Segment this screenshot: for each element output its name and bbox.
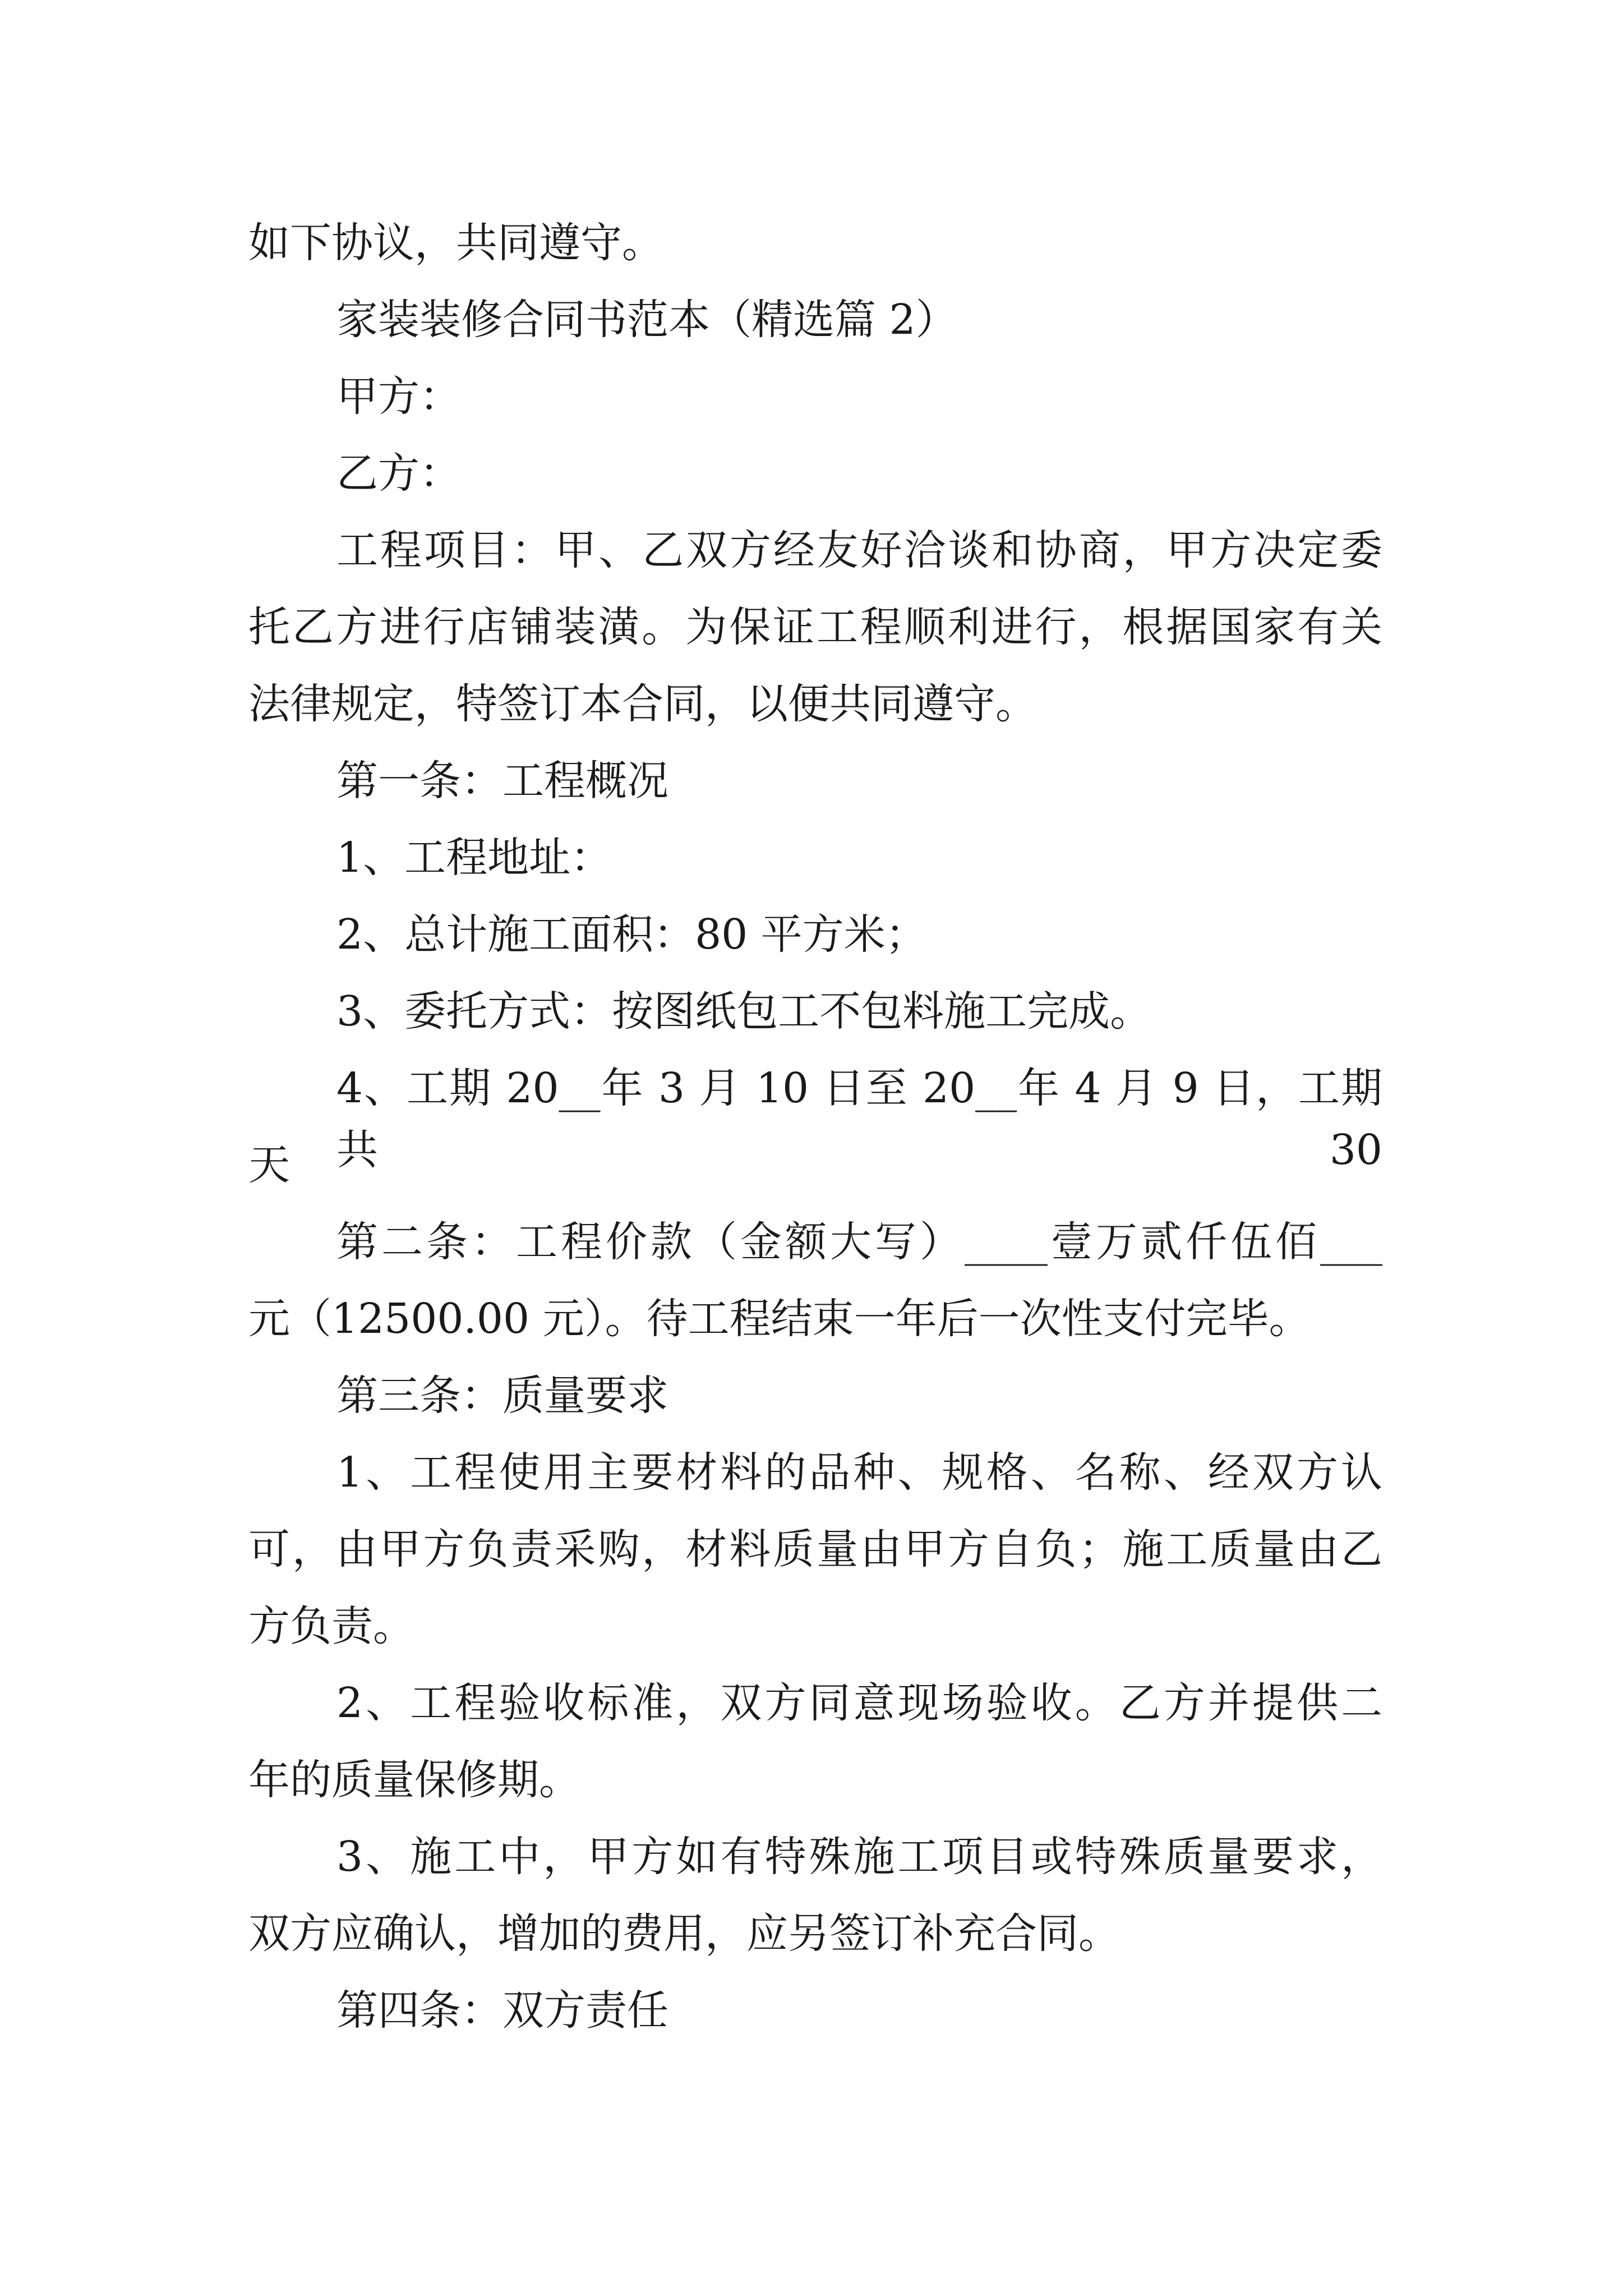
clause-item: 4、工期 20__年 3 月 10 日至 20__年 4 月 9 日，工期共 30 <box>336 1064 1382 1174</box>
clause-item: 1、工程使用主要材料的品种、规格、名称、经双方认 <box>336 1448 1382 1497</box>
body-text-line: 年的质量保修期。 <box>248 1756 580 1804</box>
clause-item: 2、工程验收标准，双方同意现场验收。乙方并提供二 <box>336 1679 1382 1727</box>
clause-item: 2、总计施工面积：80 平方米； <box>336 910 927 959</box>
body-text-line: 如下协议，共同遵守。 <box>248 219 663 267</box>
section-title: 家装装修合同书范本（精选篇 2） <box>336 296 957 344</box>
body-text-line: 方负责。 <box>248 1602 414 1650</box>
clause-heading: 第一条：工程概况 <box>336 757 668 805</box>
party-a-label: 甲方： <box>336 372 461 421</box>
body-text-line: 法律规定，特签订本合同，以便共同遵守。 <box>248 680 1037 728</box>
body-text-line: 元（12500.00 元）。待工程结束一年后一次性支付完毕。 <box>248 1295 1311 1343</box>
clause-heading: 第二条：工程价款（金额大写）____壹万贰仟伍佰___ <box>336 1218 1382 1266</box>
party-b-label: 乙方： <box>336 449 461 498</box>
clause-item: 3、委托方式：按图纸包工不包料施工完成。 <box>336 987 1152 1036</box>
body-text-line: 工程项目：甲、乙双方经友好洽谈和协商，甲方决定委 <box>336 526 1382 574</box>
clause-heading: 第四条：双方责任 <box>336 1986 668 2035</box>
body-text-line: 可，由甲方负责采购，材料质量由甲方自负；施工质量由乙 <box>248 1525 1382 1573</box>
clause-heading: 第三条：质量要求 <box>336 1372 668 1420</box>
body-text-line: 托乙方进行店铺装潢。为保证工程顺利进行，根据国家有关 <box>248 603 1382 651</box>
body-text-line: 天 <box>248 1141 290 1189</box>
clause-item: 3、施工中，甲方如有特殊施工项目或特殊质量要求， <box>336 1833 1382 1881</box>
clause-item: 1、工程地址： <box>336 834 612 882</box>
body-text-line: 双方应确认，增加的费用，应另签订补充合同。 <box>248 1910 1120 1958</box>
